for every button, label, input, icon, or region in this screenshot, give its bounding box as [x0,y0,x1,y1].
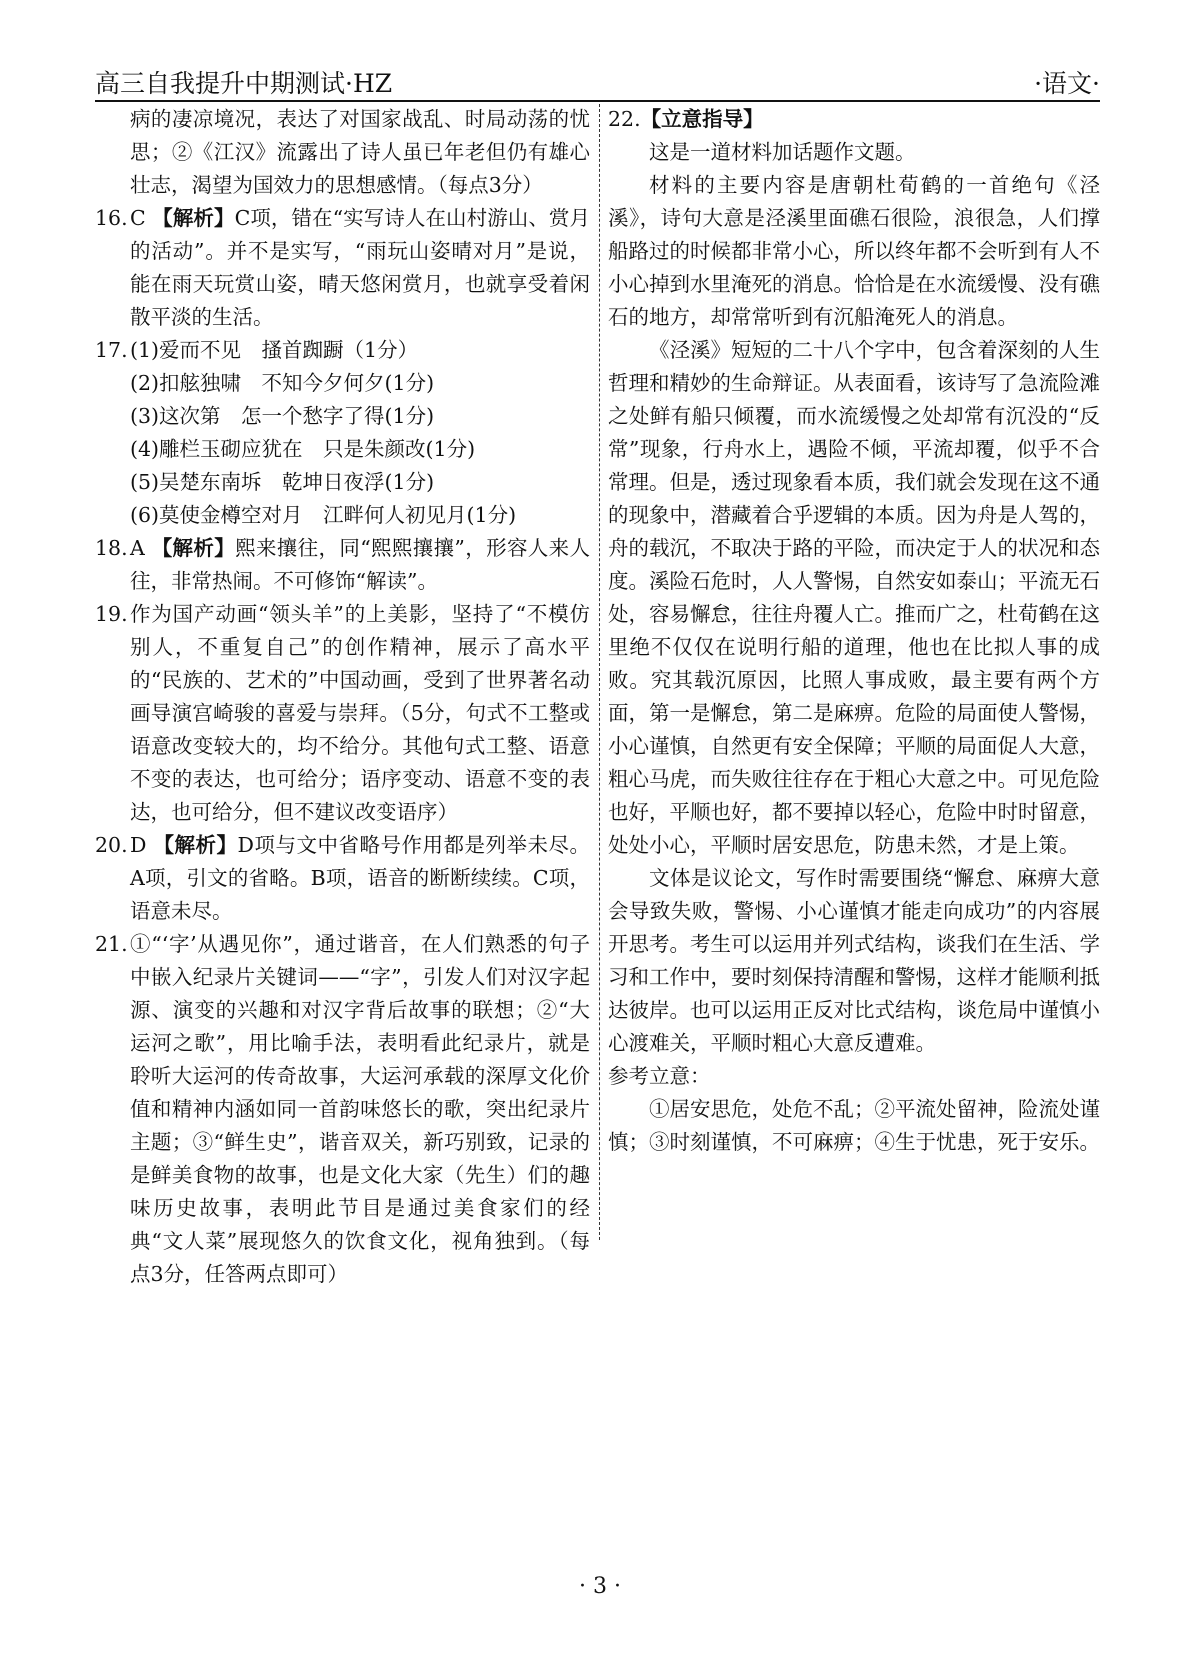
q16-text: C项，错在“实写诗人在山村游山、赏月的活动”。并不是实写，“雨玩山姿晴对月”是说，能在雨天玩赏山姿，晴天悠闲赏月，也就享受着闲散平淡的生活。 [130,206,590,329]
q18-number: 18. [95,536,128,560]
right-column [608,103,1100,1159]
q19-number: 19. [95,602,128,626]
q18-answer: A [130,536,145,560]
q18-tag: 【解析】 [151,536,236,560]
q17-item: (1)爱而不见 搔首踟蹰（1分） [130,338,419,362]
header-title: 高三自我提升中期测试·HZ [95,69,393,98]
q21-number: 21. [95,932,128,956]
q17-item: (5)吴楚东南坼 乾坤日夜浮(1分) [130,470,435,494]
answer-19 [95,598,590,829]
page-number: · 3 · [579,1574,621,1599]
q22-paragraph: 材料的主要内容是唐朝杜荀鹤的一首绝句《泾溪》，诗句大意是泾溪里面礁石很险，浪很急，人们撑船路过的时候都非常小心，所以终年都不会听到有人不小心掉到水里淹死的消息。恰恰是在水流缓慢、没有礁石的地方，却常常听到有沉船淹死人的消息。 [608,173,1100,329]
q20-number: 20. [95,833,128,857]
q22-paragraph: 这是一道材料加话题作文题。 [649,140,916,164]
q22-ref-label: 参考立意： [608,1064,711,1088]
q19-text: 作为国产动画“领头羊”的上美影，坚持了“不模仿别人，不重复自己”的创作精神，展示了高水平的“民族的、艺术的”中国动画，受到了世界著名动画导演宫崎骏的喜爱与崇拜。（5分，句式不工整或语意改变较大的，均不给分。其他句式工整、语意不变的表达，也可给分；语序变动、语意不变的表达，也可给分，但不建议改变语序） [130,602,590,824]
q22-paragraph: 《泾溪》短短的二十八个字中，包含着深刻的人生哲理和精妙的生命辩证。从表面看，该诗写了急流险滩之处鲜有船只倾覆，而水流缓慢之处却常有沉没的“反常”现象，行舟水上，遇险不倾，平流却覆，似乎不合常理。但是，透过现象看本质，我们就会发现在这不通的现象中，潜藏着合乎逻辑的本质。因为舟是人驾的，舟的载沉，不取决于路的平险，而决定于人的状况和态度。溪险石危时，人人警惕，自然安如泰山；平流无石处，容易懈怠，往往舟覆人亡。推而广之，杜荀鹤在这里绝不仅仅在说明行船的道理，他也在比拟人事的成败。究其载沉原因，比照人事成败，最主要有两个方面，第一是懈怠，第二是麻痹。危险的局面使人警惕，小心谨慎，自然更有安全保障；平顺的局面促人大意，粗心马虎，而失败往往存在于粗心大意之中。可见危险也好，平顺也好，都不要掉以轻心，危险中时时留意，处处小心，平顺时居安思危，防患未然，才是上策。 [608,338,1100,857]
q15-continuation: 病的凄凉境况，表达了对国家战乱、时局动荡的忧思；②《江汉》流露出了诗人虽已年老但仍有雄心壮志，渴望为国效力的思想感情。（每点3分） [130,107,590,197]
q17-item: (3)这次第 怎一个愁字了得(1分) [130,404,435,428]
q17-item: (6)莫使金樽空对月 江畔何人初见月(1分) [130,503,517,527]
q20-answer: D [130,833,147,857]
q20-text: D项与文中省略号作用都是列举未尽。A项，引文的省略。B项，语音的断断续续。C项，语意未尽。 [130,833,591,923]
q16-answer: C [130,206,146,230]
answer-20 [95,829,590,928]
column-divider [599,104,600,1240]
answer-17 [95,334,590,532]
q17-item: (2)扣舷独啸 不知今夕何夕(1分) [130,371,435,395]
q20-tag: 【解析】 [153,833,238,857]
q16-tag: 【解析】 [152,206,235,230]
q21-text: ①“‘字’从遇见你”，通过谐音，在人们熟悉的句子中嵌入纪录片关键词——“字”，引发人们对汉字起源、演变的兴趣和对汉字背后故事的联想；②“大运河之歌”，用比喻手法，表明看此纪录片，就是聆听大运河的传奇故事，大运河承载的深厚文化价值和精神内涵如同一首韵味悠长的歌，突出纪录片主题；③“鲜生史”，谐音双关，新巧别致，记录的是鲜美食物的故事，也是文化大家（先生）们的趣味历史故事，表明此节目是通过美食家们的经典“文人菜”展现悠久的饮食文化，视角独到。（每点3分，任答两点即可） [130,932,590,1286]
header-subject: ·语文· [1034,69,1100,98]
page-header [95,62,1100,102]
q22-heading [608,103,1100,136]
left-column [95,103,590,1291]
q22-paragraph: 文体是议论文，写作时需要围绕“懈怠、麻痹大意会导致失败，警惕、小心谨慎才能走向成功”的内容展开思考。考生可以运用并列式结构，谈我们在生活、学习和工作中，要时刻保持清醒和警惕，这样才能顺利抵达彼岸。也可以运用正反对比式结构，谈危局中谨慎小心渡难关，平顺时粗心大意反遭难。 [608,866,1100,1055]
answer-16 [95,202,590,334]
answer-21 [95,928,590,1291]
q18-text: 熙来攘往，同“熙熙攘攘”，形容人来人往，非常热闹。不可修饰“解读”。 [130,536,590,593]
answer-18 [95,532,590,598]
q22-tag: 【立意指导】 [640,107,764,131]
q16-number: 16. [95,206,128,230]
q22-number: 22. [608,107,641,131]
q17-item: (4)雕栏玉砌应犹在 只是朱颜改(1分) [130,437,476,461]
q17-number: 17. [95,338,128,362]
q22-ref-text: ①居安思危，处危不乱；②平流处留神，险流处谨慎；③时刻谨慎，不可麻痹；④生于忧患，死于安乐。 [608,1097,1100,1154]
